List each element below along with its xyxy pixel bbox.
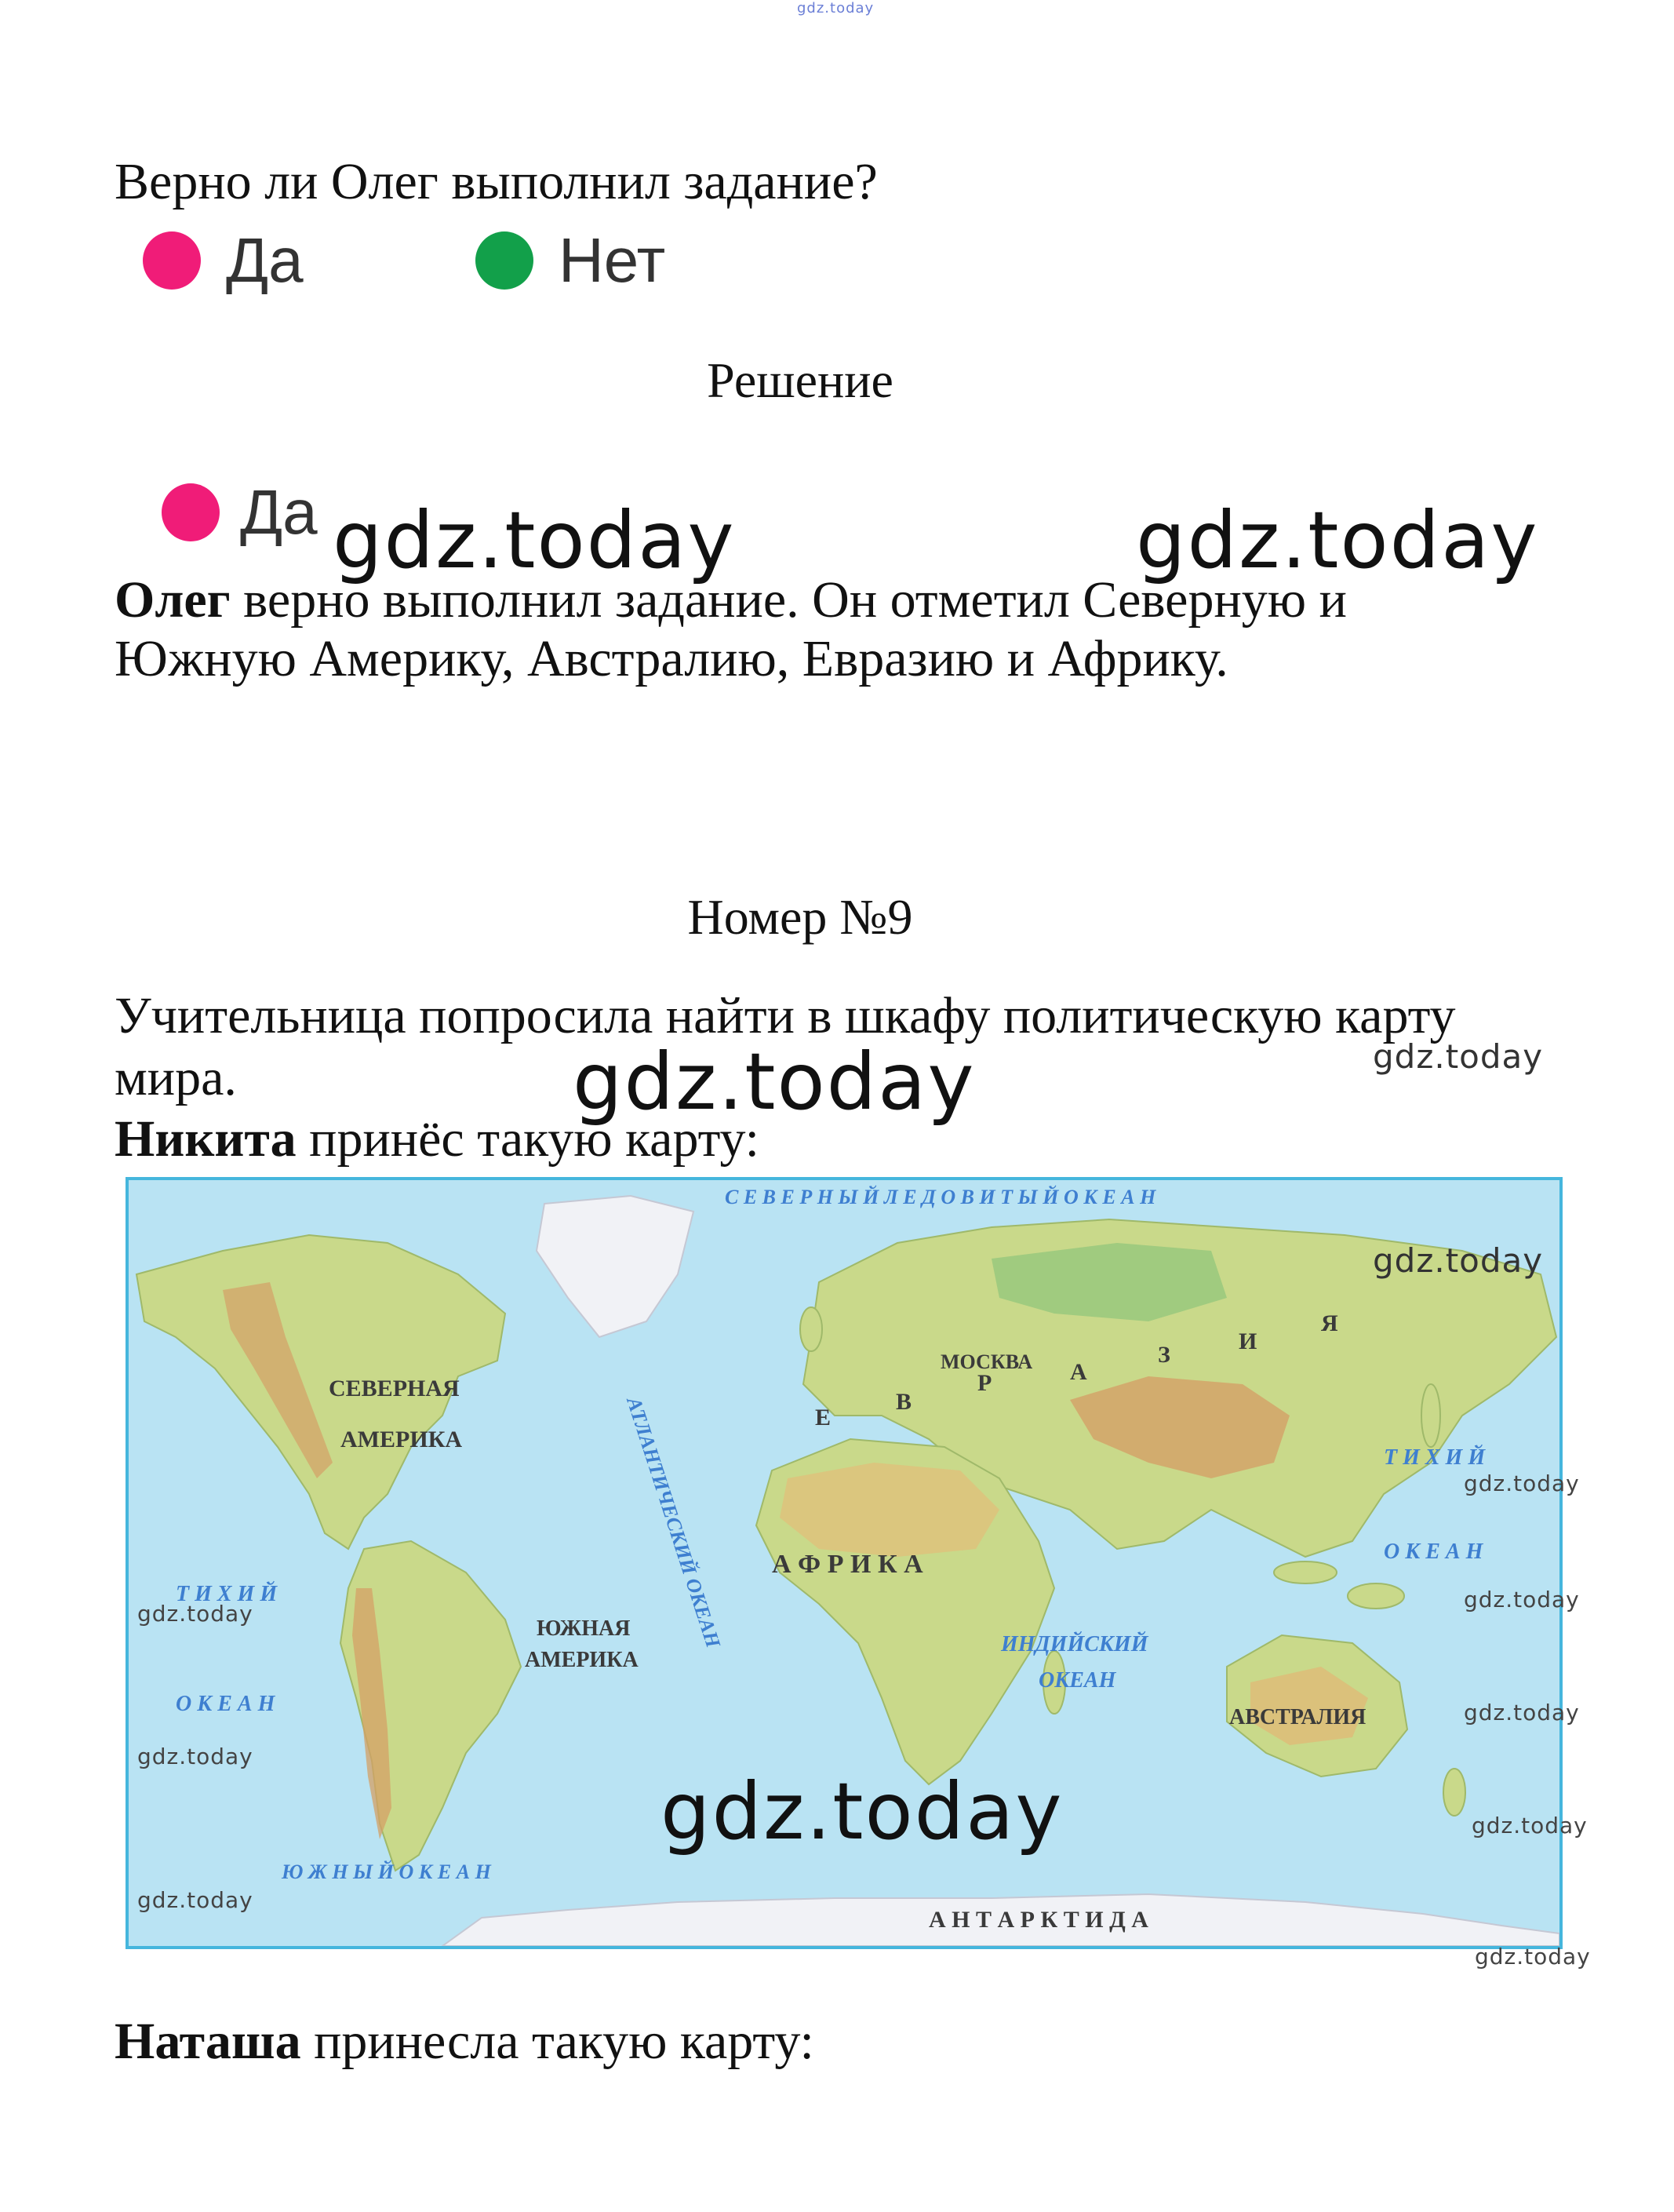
option-no-marker bbox=[475, 231, 533, 290]
watermark: gdz.today bbox=[573, 1036, 976, 1128]
solution-heading: Решение bbox=[707, 352, 893, 408]
label-antarctica: А Н Т А Р К Т И Д А bbox=[929, 1907, 1148, 1933]
answer-marker bbox=[162, 483, 220, 541]
label-eurasia-4: З bbox=[1158, 1342, 1170, 1368]
natasha-line bbox=[115, 2010, 814, 2073]
nikita-line bbox=[115, 1108, 759, 1171]
new-zealand-shape bbox=[1443, 1769, 1465, 1816]
label-pacific-east-1: Т И Х И Й bbox=[1384, 1445, 1486, 1470]
label-southern-ocean: Ю Ж Н Ы Й О К Е А Н bbox=[282, 1860, 491, 1883]
watermark: gdz.today bbox=[1475, 1944, 1591, 1970]
answer-line-2: Южную Америку, Австралию, Евразию и Африку. bbox=[115, 630, 1228, 687]
natasha-line-rest: принесла такую карту: bbox=[300, 2013, 814, 2070]
label-indian-2: ОКЕАН bbox=[1039, 1668, 1116, 1693]
label-africa: А Ф Р И К А bbox=[772, 1550, 923, 1579]
natasha-name: Наташа bbox=[115, 2013, 301, 2070]
option-yes-label: Да bbox=[226, 225, 304, 295]
watermark: gdz.today bbox=[333, 494, 736, 586]
watermark: gdz.today bbox=[1464, 1587, 1580, 1613]
watermark: gdz.today bbox=[137, 1744, 253, 1769]
answer-option bbox=[162, 476, 318, 548]
new-guinea-shape bbox=[1348, 1583, 1404, 1609]
indonesia-shape bbox=[1274, 1562, 1337, 1583]
answer-line-1 bbox=[115, 569, 1347, 632]
britain-shape bbox=[800, 1307, 822, 1351]
label-pacific-west-2: О К Е А Н bbox=[176, 1692, 275, 1716]
label-eurasia-3: А bbox=[1070, 1359, 1087, 1385]
label-atlantic: АТЛАНТИЧЕСКИЙ ОКЕАН bbox=[622, 1394, 726, 1651]
watermark: gdz.today bbox=[661, 1766, 1064, 1857]
label-eurasia-6: Я bbox=[1321, 1310, 1338, 1336]
task-number: Номер №9 bbox=[687, 889, 913, 945]
label-pacific-east-2: О К Е А Н bbox=[1384, 1540, 1483, 1564]
watermark-top: gdz.today bbox=[797, 0, 875, 16]
nikita-line-rest: принёс такую карту: bbox=[296, 1110, 760, 1168]
watermark: gdz.today bbox=[1472, 1813, 1588, 1838]
watermark: gdz.today bbox=[1373, 1037, 1544, 1076]
watermark: gdz.today bbox=[1464, 1470, 1580, 1496]
watermark: gdz.today bbox=[1136, 494, 1539, 586]
answer-option-label: Да bbox=[240, 477, 318, 547]
task-line-2: мира. bbox=[115, 1049, 237, 1106]
option-yes[interactable] bbox=[143, 224, 304, 297]
label-eurasia-0: Е bbox=[815, 1405, 832, 1430]
nikita-name: Никита bbox=[115, 1110, 297, 1168]
watermark: gdz.today bbox=[137, 1887, 253, 1913]
watermark: gdz.today bbox=[1464, 1700, 1580, 1726]
label-eurasia-2: Р bbox=[977, 1370, 992, 1396]
label-eurasia-1: В bbox=[896, 1389, 912, 1415]
watermark: gdz.today bbox=[1373, 1241, 1544, 1280]
answer-line-1-rest: верно выполнил задание. Он отметил Северную и bbox=[230, 571, 1347, 629]
label-moscow: МОСКВА bbox=[941, 1350, 1033, 1373]
label-south-america-1: ЮЖНАЯ bbox=[537, 1616, 631, 1641]
option-no[interactable] bbox=[475, 224, 665, 297]
label-south-america-2: АМЕРИКА bbox=[525, 1648, 639, 1672]
option-no-label: Нет bbox=[559, 225, 666, 295]
label-indian-1: ИНДИЙСКИЙ bbox=[1001, 1632, 1148, 1656]
sahara bbox=[780, 1463, 999, 1557]
label-arctic: С Е В Е Р Н Ы Й Л Е Д О В И Т Ы Й О К Е А Н bbox=[725, 1186, 1156, 1208]
question-text: Верно ли Олег выполнил задание? bbox=[115, 153, 878, 210]
label-north-america-1: СЕВЕРНАЯ bbox=[329, 1376, 460, 1401]
label-australia: АВСТРАЛИЯ bbox=[1229, 1705, 1366, 1729]
label-pacific-west-1: Т И Х И Й bbox=[176, 1582, 278, 1606]
label-eurasia-5: И bbox=[1239, 1328, 1257, 1354]
task-line-1: Учительница попросила найти в шкафу политическую карту bbox=[115, 987, 1456, 1044]
label-north-america-2: АМЕРИКА bbox=[340, 1427, 463, 1452]
japan-shape bbox=[1421, 1384, 1440, 1447]
option-yes-marker bbox=[143, 231, 201, 290]
answer-name: Олег bbox=[115, 571, 231, 629]
watermark: gdz.today bbox=[137, 1601, 253, 1627]
